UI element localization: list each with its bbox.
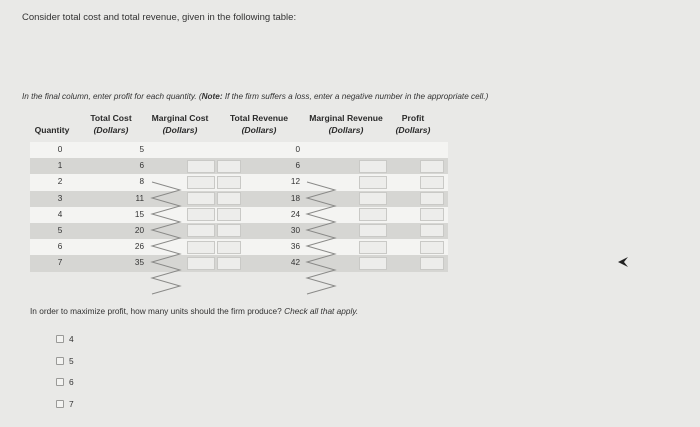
header-quantity: Quantity	[34, 125, 70, 135]
profit-input[interactable]	[420, 176, 444, 189]
total-revenue-cell: 12	[290, 177, 300, 187]
option-6[interactable]: 6	[56, 377, 74, 387]
profit-input[interactable]	[420, 208, 444, 221]
profit-input[interactable]	[420, 192, 444, 205]
marginal-revenue-input[interactable]	[359, 241, 387, 254]
total-cost-cell: 35	[134, 258, 144, 268]
table-row	[30, 207, 448, 223]
total-revenue-cell: 36	[290, 242, 300, 252]
instruction-lead: In the final column, enter profit for each quantity. (	[22, 92, 202, 101]
option-7[interactable]: 7	[56, 399, 74, 409]
marginal-revenue-input[interactable]	[359, 224, 387, 237]
table-row	[30, 191, 448, 207]
table-row	[30, 158, 448, 174]
total-revenue-cell: 30	[290, 225, 300, 235]
checkbox-5[interactable]	[56, 357, 64, 365]
total-cost-cell: 20	[134, 225, 144, 235]
quantity-cell: 0	[57, 145, 63, 154]
checkbox-4[interactable]	[56, 335, 64, 343]
marginal-cost-input-b[interactable]	[217, 241, 241, 254]
total-cost-cell: 26	[134, 242, 144, 252]
marginal-cost-input[interactable]	[187, 160, 215, 173]
marginal-cost-input-b[interactable]	[217, 208, 241, 221]
total-cost-cell: 5	[139, 145, 144, 154]
header-marginal-revenue: Marginal Revenue (Dollars)	[309, 113, 383, 135]
marginal-revenue-input[interactable]	[359, 176, 387, 189]
profit-input[interactable]	[420, 257, 444, 270]
instruction-text	[22, 92, 488, 101]
quantity-cell: 3	[57, 193, 63, 203]
total-cost-cell: 11	[135, 193, 144, 203]
marginal-revenue-brackets-icon	[305, 178, 339, 302]
question-text: In order to maximize profit, how many units should the firm produce? Check all that apply.	[30, 306, 359, 316]
total-revenue-cell: 18	[290, 193, 300, 203]
marginal-cost-input-b[interactable]	[217, 192, 241, 205]
marginal-cost-input[interactable]	[187, 192, 215, 205]
profit-input[interactable]	[420, 160, 444, 173]
table-row	[30, 239, 448, 255]
header-total-cost: Total Cost (Dollars)	[90, 113, 132, 135]
marginal-cost-input-b[interactable]	[217, 257, 241, 270]
quantity-cell: 7	[57, 258, 63, 268]
checkbox-7[interactable]	[56, 400, 64, 408]
total-revenue-cell: 42	[290, 258, 300, 268]
total-revenue-cell: 0	[295, 145, 300, 154]
marginal-cost-input[interactable]	[187, 241, 215, 254]
marginal-revenue-input[interactable]	[359, 192, 387, 205]
marginal-revenue-input[interactable]	[359, 208, 387, 221]
profit-input[interactable]	[420, 241, 444, 254]
profit-input[interactable]	[420, 224, 444, 237]
marginal-revenue-input[interactable]	[359, 257, 387, 270]
marginal-cost-input[interactable]	[187, 257, 215, 270]
quantity-cell: 6	[57, 242, 63, 252]
option-4[interactable]: 4	[56, 334, 74, 344]
checkbox-6[interactable]	[56, 378, 64, 386]
marginal-cost-brackets-icon	[150, 178, 184, 302]
cost-revenue-table	[30, 112, 448, 272]
marginal-cost-input-b[interactable]	[217, 176, 241, 189]
intro-text: Consider total cost and total revenue, given in the following table:	[22, 12, 297, 23]
total-cost-cell: 6	[139, 161, 144, 171]
quantity-cell: 5	[57, 225, 63, 235]
header-marginal-cost: Marginal Cost (Dollars)	[151, 113, 209, 135]
note-label: Note:	[201, 92, 223, 101]
header-total-revenue: Total Revenue (Dollars)	[229, 113, 289, 135]
table-row	[30, 223, 448, 239]
table-body	[30, 142, 448, 272]
table-header	[30, 112, 448, 142]
quantity-cell: 4	[57, 209, 63, 219]
total-revenue-cell: 24	[290, 209, 300, 219]
quantity-cell: 1	[57, 161, 63, 171]
marginal-cost-input-b[interactable]	[217, 160, 241, 173]
table-row	[30, 255, 448, 271]
note-text: If the firm suffers a loss, enter a negative number in the appropriate cell.)	[222, 92, 489, 101]
question-hint: Check all that apply.	[284, 306, 359, 316]
mouse-cursor-icon	[617, 256, 629, 268]
marginal-cost-input[interactable]	[187, 176, 215, 189]
marginal-cost-input-b[interactable]	[217, 224, 241, 237]
table-row	[30, 174, 448, 190]
header-profit: Profit (Dollars)	[395, 113, 431, 135]
marginal-revenue-input[interactable]	[359, 160, 387, 173]
total-revenue-cell: 6	[295, 161, 300, 171]
total-cost-cell: 15	[134, 209, 144, 219]
table-row	[30, 142, 448, 158]
total-cost-cell: 8	[139, 177, 144, 187]
quantity-cell: 2	[57, 177, 63, 187]
marginal-cost-input[interactable]	[187, 224, 215, 237]
marginal-cost-input[interactable]	[187, 208, 215, 221]
option-5[interactable]: 5	[56, 356, 74, 366]
